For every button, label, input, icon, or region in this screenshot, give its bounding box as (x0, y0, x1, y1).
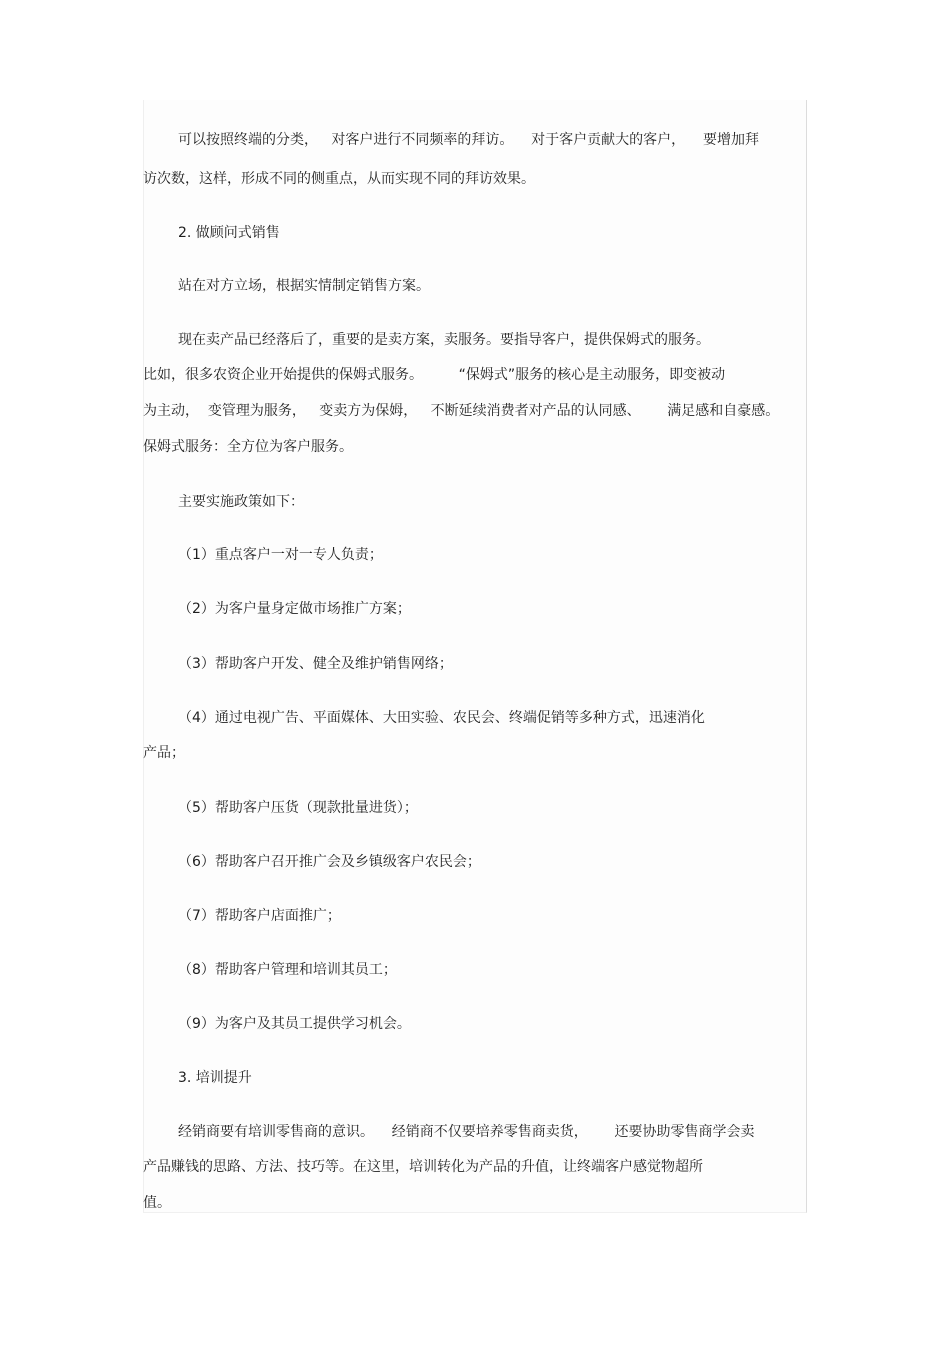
paragraph-visit-frequency-line-2: 访次数，这样，形成不同的侧重点，从而实现不同的拜访效果。 (143, 171, 535, 187)
section-heading-consultative-selling: 2. 做顾问式销售 (178, 225, 280, 241)
list-item: （3）帮助客户开发、健全及维护销售网络； (178, 656, 453, 672)
paragraph-nanny-service-line-4: 保姆式服务：全方位为客户服务。 (143, 439, 353, 455)
list-item-continuation: 产品； (143, 745, 185, 761)
paragraph-nanny-service-line-1: 现在卖产品已经落后了，重要的是卖方案，卖服务。要指导客户，提供保姆式的服务。 (178, 332, 710, 348)
list-item: （5）帮助客户压货（现款批量进货）； (178, 800, 418, 816)
list-item: （9）为客户及其员工提供学习机会。 (178, 1016, 411, 1032)
list-item: （7）帮助客户店面推广； (178, 908, 341, 924)
list-item: （8）帮助客户管理和培训其员工； (178, 962, 397, 978)
paragraph-nanny-service-line-3: 为主动， 变管理为服务， 变卖方为保姆， 不断延续消费者对产品的认同感、 满足感和自豪感。 (143, 403, 780, 419)
paragraph-training-line-2: 产品赚钱的思路、方法、技巧等。在这里，培训转化为产品的升值，让终端客户感觉物超所 (143, 1159, 703, 1175)
paragraph-training-line-1: 经销商要有培训零售商的意识。 经销商不仅要培养零售商卖货， 还要协助零售商学会卖 (178, 1124, 755, 1140)
list-item: （6）帮助客户召开推广会及乡镇级客户农民会； (178, 854, 481, 870)
list-item: （2）为客户量身定做市场推广方案； (178, 601, 411, 617)
paragraph-visit-frequency-line-1: 可以按照终端的分类， 对客户进行不同频率的拜访。 对于客户贡献大的客户， 要增加拜 (178, 132, 759, 148)
paragraph-policies-intro: 主要实施政策如下： (178, 494, 304, 510)
paragraph-customer-standpoint: 站在对方立场，根据实情制定销售方案。 (178, 278, 430, 294)
list-item: （1）重点客户一对一专人负责； (178, 547, 383, 563)
list-item: （4）通过电视广告、平面媒体、大田实验、农民会、终端促销等多种方式，迅速消化 (178, 710, 705, 726)
paragraph-training-line-3: 值。 (143, 1195, 171, 1211)
section-heading-training: 3. 培训提升 (178, 1070, 252, 1086)
paragraph-nanny-service-line-2: 比如，很多农资企业开始提供的保姆式服务。 “保姆式”服务的核心是主动服务，即变被动 (143, 367, 726, 383)
